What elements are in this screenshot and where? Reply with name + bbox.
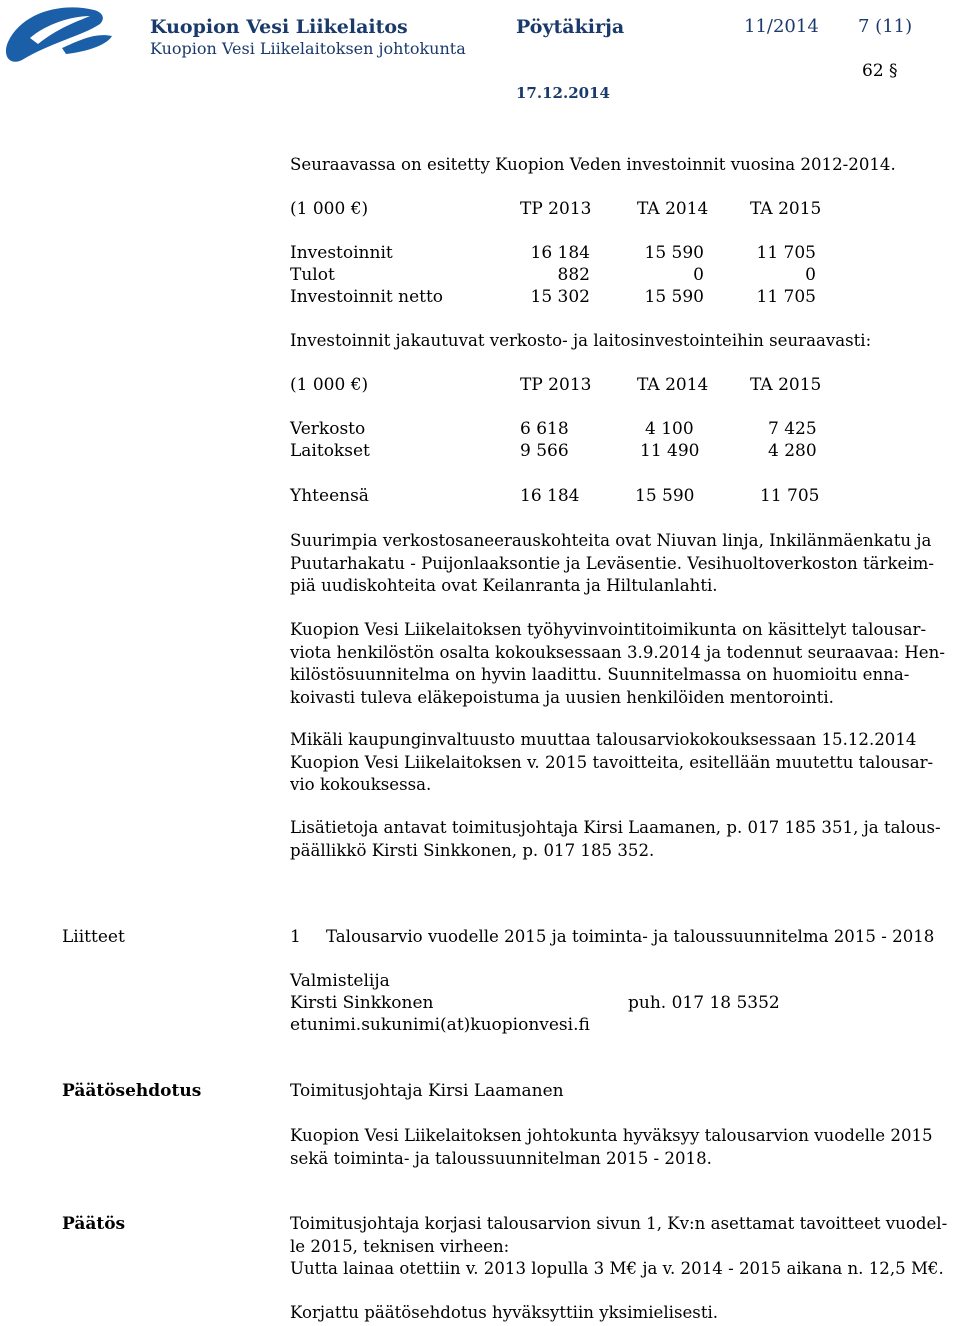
table2-header xyxy=(290,374,830,396)
table2-unit: (1 000 €) xyxy=(290,375,369,395)
cell-ta2015: 4 280 xyxy=(768,441,817,461)
table-row xyxy=(290,242,830,264)
row-label: Verkosto xyxy=(290,419,366,439)
paragraph-network-projects xyxy=(290,530,950,598)
text-line: Lisätietoja antavat toimitusjohtaja Kirsi Laamanen, p. 017 185 351, ja talous- xyxy=(290,818,941,837)
text-line: sekä toiminta- ja taloussuunnitelman 2015 - 2018. xyxy=(290,1148,712,1168)
table1-col-tp2013: TP 2013 xyxy=(520,199,592,219)
decision-label: Päätös xyxy=(62,1214,126,1234)
text-line: Kuopion Vesi Liikelaitoksen v. 2015 tavoitteita, esitellään muutettu talousar- xyxy=(290,752,934,772)
text-line: päällikkö Kirsti Sinkkonen, p. 017 185 352. xyxy=(290,840,655,860)
proposal-presenter: Toimitusjohtaja Kirsi Laamanen xyxy=(290,1081,564,1101)
meeting-date: 17.12.2014 xyxy=(516,84,610,102)
text-line: Toimitusjohtaja korjasi talousarvion sivun 1, Kv:n asettamat tavoitteet vuodel- xyxy=(290,1214,948,1233)
cell-tp2013: 16 184 xyxy=(520,486,580,506)
cell-ta2015: 0 xyxy=(805,265,816,285)
table-row xyxy=(290,418,830,440)
section-number: 62 § xyxy=(862,61,898,81)
decision-final: Korjattu päätösehdotus hyväksyttiin yksimielisesti. xyxy=(290,1303,719,1322)
table1-unit: (1 000 €) xyxy=(290,199,369,219)
table2-col-ta2015: TA 2015 xyxy=(750,375,822,395)
table1-header xyxy=(290,198,830,220)
attachment-number: 1 xyxy=(290,927,301,947)
table2-col-ta2014: TA 2014 xyxy=(637,375,709,395)
cell-ta2014: 4 100 xyxy=(645,419,694,439)
cell-ta2014: 11 490 xyxy=(640,441,700,461)
table-row xyxy=(290,286,830,308)
proposal-text xyxy=(290,1125,950,1170)
row-label: Yhteensä xyxy=(290,486,369,506)
table-row xyxy=(290,440,830,462)
cell-ta2014: 15 590 xyxy=(644,287,704,307)
cell-ta2014: 0 xyxy=(693,265,704,285)
text-line: koivasti tuleva eläkepoistuma ja uusien henkilöiden mentorointi. xyxy=(290,687,834,707)
intro-text: Seuraavassa on esitetty Kuopion Veden investoinnit vuosina 2012-2014. xyxy=(290,155,896,174)
split-text: Investoinnit jakautuvat verkosto- ja laitosinvestointeihin seuraavasti: xyxy=(290,331,872,350)
cell-ta2015: 7 425 xyxy=(768,419,817,439)
text-line: Kuopion Vesi Liikelaitoksen johtokunta hyväksyy talousarvion vuodelle 2015 xyxy=(290,1126,933,1145)
row-label: Laitokset xyxy=(290,441,370,461)
logo xyxy=(2,2,120,66)
proposal-label: Päätösehdotus xyxy=(62,1081,202,1101)
attachments-label: Liitteet xyxy=(62,927,125,947)
row-label: Tulot xyxy=(290,265,335,285)
paragraph-contact-info xyxy=(290,817,950,862)
text-line: Uutta lainaa otettiin v. 2013 lopulla 3 M€ ja v. 2014 - 2015 aikana n. 12,5 M€. xyxy=(290,1259,944,1278)
cell-tp2013: 16 184 xyxy=(530,243,590,263)
decision-text xyxy=(290,1213,950,1281)
row-label: Investoinnit xyxy=(290,243,393,263)
water-drop-logo-icon xyxy=(2,2,120,66)
cell-tp2013: 882 xyxy=(557,265,590,285)
doc-number: 11/2014 xyxy=(744,16,819,37)
paragraph-council-changes xyxy=(290,729,950,797)
preparer-name: Kirsti Sinkkonen xyxy=(290,993,434,1013)
table-row xyxy=(290,264,830,286)
cell-ta2015: 11 705 xyxy=(756,243,816,263)
row-label: Investoinnit netto xyxy=(290,287,444,307)
cell-ta2014: 15 590 xyxy=(644,243,704,263)
attachment-title: Talousarvio vuodelle 2015 ja toiminta- ja taloussuunnitelma 2015 - 2018 xyxy=(326,927,935,946)
table2-total-row xyxy=(290,485,830,507)
text-line: viota henkilöstön osalta kokouksessaan 3.9.2014 ja todennut seuraavaa: Hen- xyxy=(290,642,945,662)
cell-ta2015: 11 705 xyxy=(756,287,816,307)
text-line: Puutarhakatu - Puijonlaaksontie ja Leväsentie. Vesihuoltoverkoston tärkeim- xyxy=(290,553,935,573)
cell-ta2014: 15 590 xyxy=(635,486,695,506)
text-line: Kuopion Vesi Liikelaitoksen työhyvinvointitoimikunta on käsittelyt talousar- xyxy=(290,620,927,639)
text-line: Mikäli kaupunginvaltuusto muuttaa talousarviokokouksessaan 15.12.2014 xyxy=(290,730,917,749)
text-line: vio kokouksessa. xyxy=(290,775,432,794)
page-number: 7 (11) xyxy=(858,16,913,37)
preparer-email: etunimi.sukunimi(at)kuopionvesi.fi xyxy=(290,1015,590,1035)
cell-tp2013: 15 302 xyxy=(530,287,590,307)
cell-tp2013: 6 618 xyxy=(520,419,569,439)
board-name: Kuopion Vesi Liikelaitoksen johtokunta xyxy=(150,39,466,58)
preparer-title: Valmistelija xyxy=(290,971,390,991)
cell-tp2013: 9 566 xyxy=(520,441,569,461)
preparer-phone: puh. 017 18 5352 xyxy=(628,993,780,1013)
table1-col-ta2015: TA 2015 xyxy=(750,199,822,219)
table2-col-tp2013: TP 2013 xyxy=(520,375,592,395)
table1-col-ta2014: TA 2014 xyxy=(637,199,709,219)
text-line: piä uudiskohteita ovat Keilanranta ja Hiltulanlahti. xyxy=(290,576,718,595)
text-line: le 2015, teknisen virheen: xyxy=(290,1236,510,1256)
paragraph-wellbeing xyxy=(290,619,950,709)
cell-ta2015: 11 705 xyxy=(760,486,820,506)
text-line: kilöstösuunnitelma on hyvin laadittu. Suunnitelmassa on huomioitu enna- xyxy=(290,665,910,684)
org-name: Kuopion Vesi Liikelaitos xyxy=(150,16,408,38)
text-line: Suurimpia verkostosaneerauskohteita ovat Niuvan linja, Inkilänmäenkatu ja xyxy=(290,531,932,550)
doc-type: Pöytäkirja xyxy=(516,16,625,38)
